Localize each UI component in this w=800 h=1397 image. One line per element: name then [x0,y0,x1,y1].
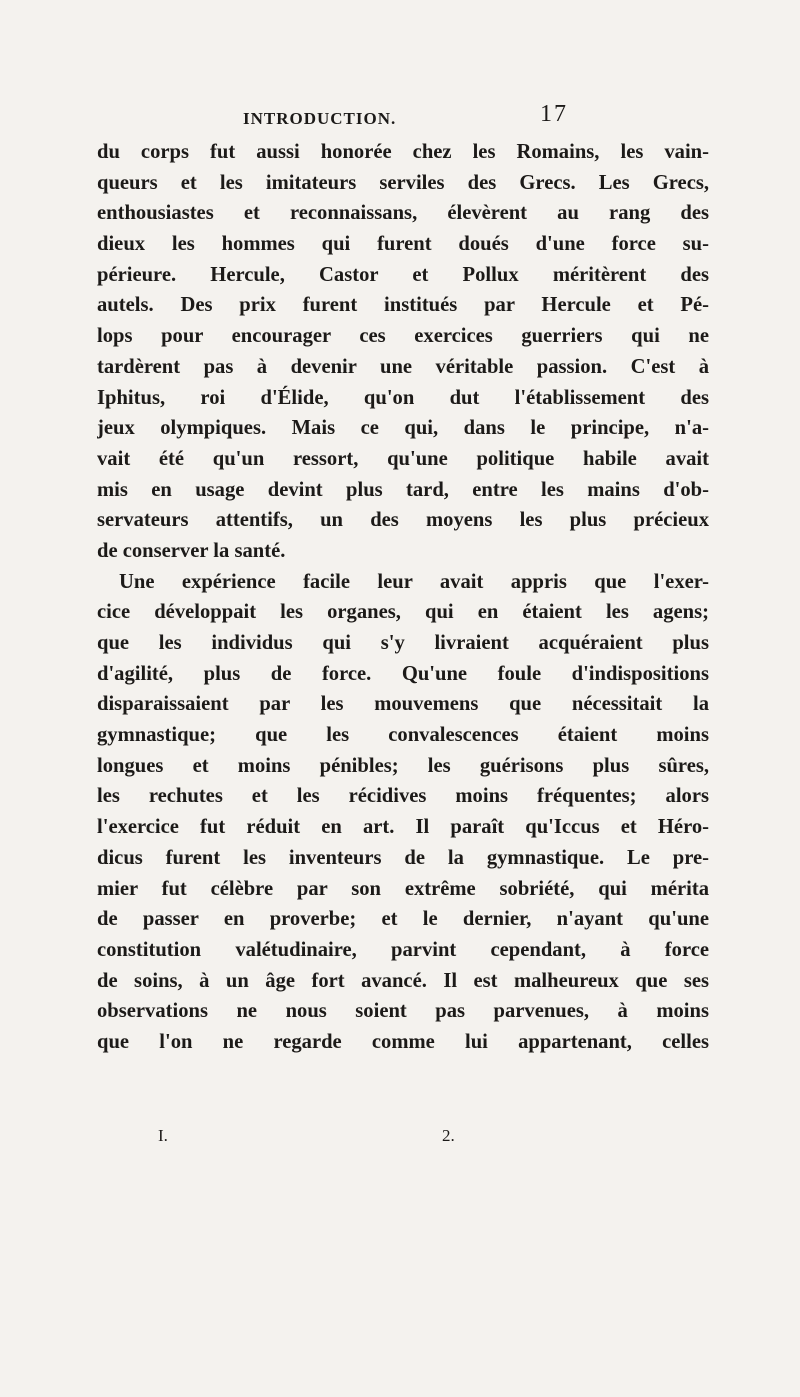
text-line: de conserver la santé. [97,539,286,562]
text-line: périeure. Hercule, Castor et Pollux méritèrent des [97,263,709,286]
text-line: disparaissaient par les mouvemens que nécessitait la [97,693,709,716]
text-line: lops pour encourager ces exercices guerriers qui ne [97,325,709,348]
text-line: Iphitus, roi d'Élide, qu'on dut l'établissement des [97,386,709,409]
text-line: mier fut célèbre par son extrême sobriété, qui mérita [97,877,709,900]
text-line: les rechutes et les récidives moins fréquentes; alors [97,785,709,808]
text-line: mis en usage devint plus tard, entre les mains d'ob- [97,478,709,501]
text-line: que les individus qui s'y livraient acquéraient plus [97,632,709,654]
text-line: autels. Des prix furent institués par Hercule et Pé- [97,294,709,317]
volume-mark: I. [158,1126,168,1145]
text-line: observations ne nous soient pas parvenues, à moins [97,1000,709,1023]
text-line: dieux les hommes qui furent doués d'une force su- [97,233,709,256]
text-line: Une expérience facile leur avait appris que l'exer- [119,570,709,593]
page-number: 17 [540,101,568,127]
body-text [97,137,709,1058]
text-line: longues et moins pénibles; les guérisons plus sûres, [97,754,709,777]
text-line: servateurs attentifs, un des moyens les plus précieux [97,509,709,532]
text-line: d'agilité, plus de force. Qu'une foule d'indispositions [97,662,709,685]
text-line: queurs et les imitateurs serviles des Grecs. Les Grecs, [97,171,709,194]
text-line: tardèrent pas à devenir une véritable passion. C'est à [97,355,709,378]
signature-mark: 2. [442,1126,455,1145]
text-line: enthousiastes et reconnaissans, élevèrent au rang des [97,202,709,225]
running-title: INTRODUCTION. [243,109,397,128]
text-line: constitution valétudinaire, parvint cependant, à force [97,938,709,961]
text-line: l'exercice fut réduit en art. Il paraît qu'Iccus et Héro- [97,816,709,839]
text-line: jeux olympiques. Mais ce qui, dans le principe, n'a- [97,417,709,440]
text-line: de passer en proverbe; et le dernier, n'ayant qu'une [97,908,709,931]
text-line: cice développait les organes, qui en étaient les agens; [97,601,709,624]
text-line: de soins, à un âge fort avancé. Il est malheureux que ses [97,969,709,992]
page-footer [0,1124,800,1152]
text-line: que l'on ne regarde comme lui appartenant, celles [97,1030,709,1053]
text-line: vait été qu'un ressort, qu'une politique habile avait [97,447,709,470]
text-line: gymnastique; que les convalescences étaient moins [97,724,709,747]
running-head [243,101,568,135]
text-line: dicus furent les inventeurs de la gymnastique. Le pre- [97,846,709,869]
text-line: du corps fut aussi honorée chez les Romains, les vain- [97,141,709,163]
